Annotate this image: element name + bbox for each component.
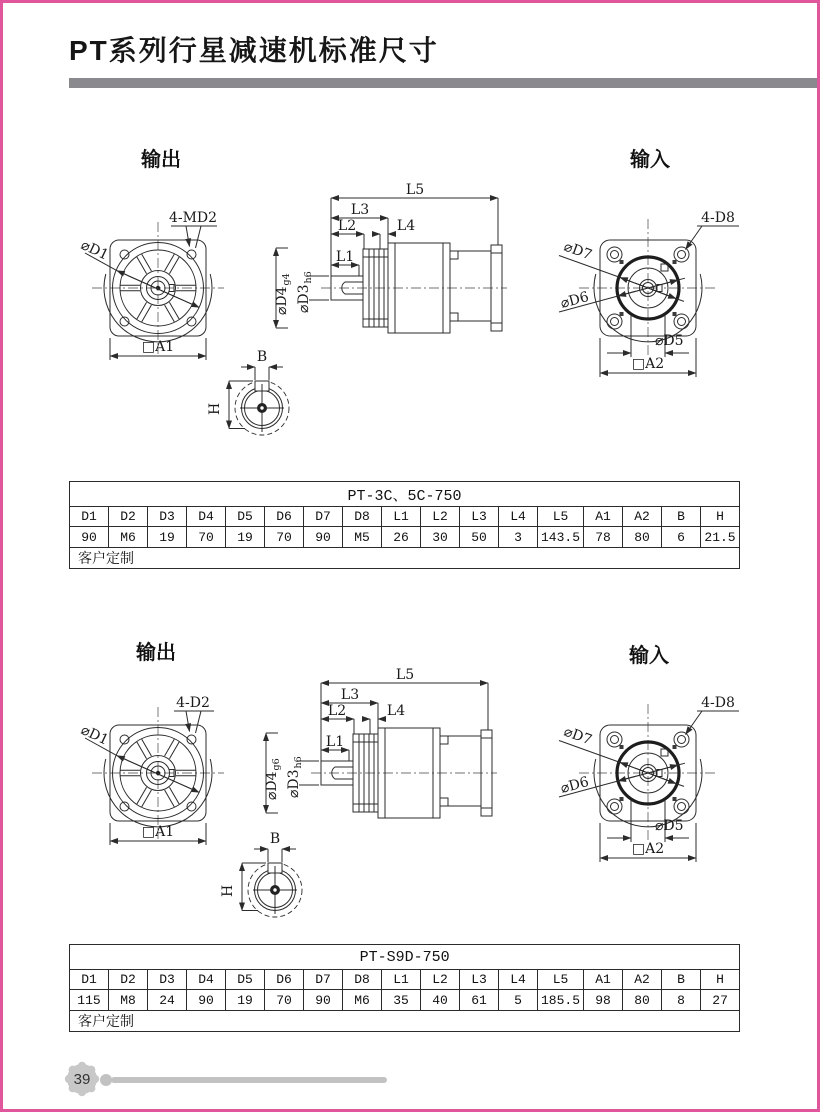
header-cell: D7 (304, 507, 343, 527)
d3-label: $⌀D3_{h6}$ (296, 271, 314, 313)
header-cell: D6 (265, 507, 304, 527)
d5-label: ⌀D5 (655, 818, 684, 834)
table-title-cell: PT-S9D-750 (70, 945, 740, 970)
value-cell: 40 (421, 990, 460, 1011)
input-front-view-1 (551, 193, 763, 385)
corner-holes-callout (169, 210, 217, 248)
custom-order-cell: 客户定制 (70, 1011, 740, 1032)
header-cell: D6 (265, 970, 304, 990)
input-front-view-2 (551, 678, 763, 870)
diameter-dimensions (274, 248, 329, 328)
header-cell: L4 (499, 507, 538, 527)
value-cell: 6 (662, 527, 701, 548)
side-view-2 (255, 668, 500, 848)
l4-label: L4 (396, 218, 416, 234)
header-cell: D8 (343, 507, 382, 527)
b-dimension (254, 831, 296, 862)
value-cell: 90 (70, 527, 109, 548)
value-cell: 80 (623, 527, 662, 548)
header-cell: L2 (421, 970, 460, 990)
length-dimensions (331, 182, 498, 276)
header-cell: D3 (148, 970, 187, 990)
d4-label: $⌀D4_{g6}$ (264, 758, 282, 800)
diameter-dimensions (264, 733, 319, 813)
table-footer-row (70, 1011, 740, 1032)
l4-label: L4 (386, 703, 406, 719)
header-cell: B (662, 507, 701, 527)
h-label: H (207, 402, 223, 415)
l3-label: L3 (340, 687, 360, 703)
l5-label: L5 (405, 182, 425, 198)
l1-label: L1 (325, 734, 345, 750)
value-cell: 78 (584, 527, 623, 548)
l1-label: L1 (335, 249, 355, 265)
header-cell: L2 (421, 507, 460, 527)
l3-label: L3 (350, 202, 370, 218)
header-cell: D5 (226, 970, 265, 990)
output-flange-outline (92, 222, 224, 354)
header-cell: H (701, 970, 740, 990)
header-cell: D1 (70, 970, 109, 990)
header-cell: H (701, 507, 740, 527)
table-title-row (70, 482, 740, 507)
d3-label: $⌀D3_{h6}$ (286, 756, 304, 798)
a1-dimension (110, 823, 206, 845)
l5-label: L5 (395, 667, 415, 683)
header-cell: D2 (109, 970, 148, 990)
d4-label: $⌀D4_{g4}$ (274, 273, 292, 315)
value-cell: 115 (70, 990, 109, 1011)
shaft-section-view-2 (220, 833, 330, 941)
value-cell: 5 (499, 990, 538, 1011)
output-heading-1: 输出 (141, 149, 181, 171)
input-heading-2: 输入 (629, 645, 669, 667)
value-cell: M6 (109, 527, 148, 548)
b-label: B (269, 831, 281, 847)
header-cell: A1 (584, 507, 623, 527)
output-heading-2: 输出 (136, 642, 176, 664)
b-label: B (256, 349, 268, 365)
value-cell: 61 (460, 990, 499, 1011)
holes-label: 4-D2 (176, 695, 210, 711)
header-cell: D3 (148, 507, 187, 527)
value-cell: 50 (460, 527, 499, 548)
custom-order-cell: 客户定制 (70, 548, 740, 569)
header-cell: D5 (226, 507, 265, 527)
section-outline (235, 381, 289, 435)
value-cell: 185.5 (538, 990, 584, 1011)
d1-dimension (78, 237, 199, 307)
a1-dimension (110, 338, 206, 360)
length-dimensions (321, 667, 488, 761)
value-cell: 90 (304, 990, 343, 1011)
dimension-table-2 (69, 944, 740, 1032)
value-cell: 70 (187, 527, 226, 548)
output-flange-outline (92, 707, 224, 839)
d8-holes-label: 4-D8 (701, 695, 735, 711)
table-title-cell: PT-3C、5C-750 (70, 482, 740, 507)
value-cell: 143.5 (538, 527, 584, 548)
d1-dimension (78, 722, 199, 792)
value-cell: 19 (226, 990, 265, 1011)
table-footer-row (70, 548, 740, 569)
header-cell: D7 (304, 970, 343, 990)
title-underline-bar (69, 78, 820, 88)
value-cell: 35 (382, 990, 421, 1011)
section-outline (248, 863, 302, 917)
l2-label: L2 (337, 218, 357, 234)
d1-label: ⌀D1 (78, 237, 111, 264)
b-dimension (241, 349, 283, 380)
header-cell: A2 (623, 507, 662, 527)
l2-label: L2 (327, 703, 347, 719)
output-front-view-1 (58, 196, 258, 376)
a2-label: □A2 (631, 841, 665, 857)
footer-divider-line (111, 1077, 387, 1083)
page-title: PT系列行星减速机标准尺寸 (69, 35, 439, 66)
d6-label: ⌀D6 (558, 289, 591, 312)
a1-label: □A1 (141, 339, 175, 355)
header-cell: A1 (584, 970, 623, 990)
page-number-gear-badge (64, 1061, 100, 1097)
value-cell: 80 (623, 990, 662, 1011)
h-label: H (220, 884, 236, 897)
header-cell: L4 (499, 970, 538, 990)
side-view-1 (265, 183, 510, 363)
header-cell: D8 (343, 970, 382, 990)
header-cell: D4 (187, 507, 226, 527)
value-cell: M5 (343, 527, 382, 548)
value-cell: 24 (148, 990, 187, 1011)
header-cell: A2 (623, 970, 662, 990)
header-cell: L1 (382, 507, 421, 527)
shaft-section-view-1 (207, 351, 317, 459)
a1-label: □A1 (141, 824, 175, 840)
value-cell: 27 (701, 990, 740, 1011)
header-cell: D2 (109, 507, 148, 527)
dimension-table-1 (69, 481, 740, 569)
value-cell: 19 (148, 527, 187, 548)
table-value-row (70, 990, 740, 1011)
header-cell: L3 (460, 507, 499, 527)
table-header-row (70, 507, 740, 527)
value-cell: 90 (304, 527, 343, 548)
value-cell: 98 (584, 990, 623, 1011)
d7-label: ⌀D7 (561, 723, 594, 749)
table-title-row (70, 945, 740, 970)
value-cell: 30 (421, 527, 460, 548)
page-number: 39 (73, 1071, 91, 1088)
value-cell: M6 (343, 990, 382, 1011)
d5-label: ⌀D5 (655, 333, 684, 349)
header-cell: B (662, 970, 701, 990)
header-cell: D1 (70, 507, 109, 527)
d1-label: ⌀D1 (78, 722, 111, 749)
header-cell: L1 (382, 970, 421, 990)
d8-holes-label: 4-D8 (701, 210, 735, 226)
value-cell: 19 (226, 527, 265, 548)
table-header-row (70, 970, 740, 990)
header-cell: L3 (460, 970, 499, 990)
header-cell: L5 (538, 507, 584, 527)
value-cell: 70 (265, 527, 304, 548)
a2-label: □A2 (631, 356, 665, 372)
value-cell: 21.5 (701, 527, 740, 548)
value-cell: 26 (382, 527, 421, 548)
header-cell: L5 (538, 970, 584, 990)
value-cell: 90 (187, 990, 226, 1011)
value-cell: 8 (662, 990, 701, 1011)
input-heading-1: 输入 (630, 149, 670, 171)
header-cell: D4 (187, 970, 226, 990)
holes-label: 4-MD2 (168, 210, 218, 226)
corner-holes-callout (174, 695, 214, 733)
value-cell: 70 (265, 990, 304, 1011)
value-cell: M8 (109, 990, 148, 1011)
d7-label: ⌀D7 (561, 238, 594, 264)
d6-label: ⌀D6 (558, 774, 591, 797)
value-cell: 3 (499, 527, 538, 548)
table-value-row (70, 527, 740, 548)
